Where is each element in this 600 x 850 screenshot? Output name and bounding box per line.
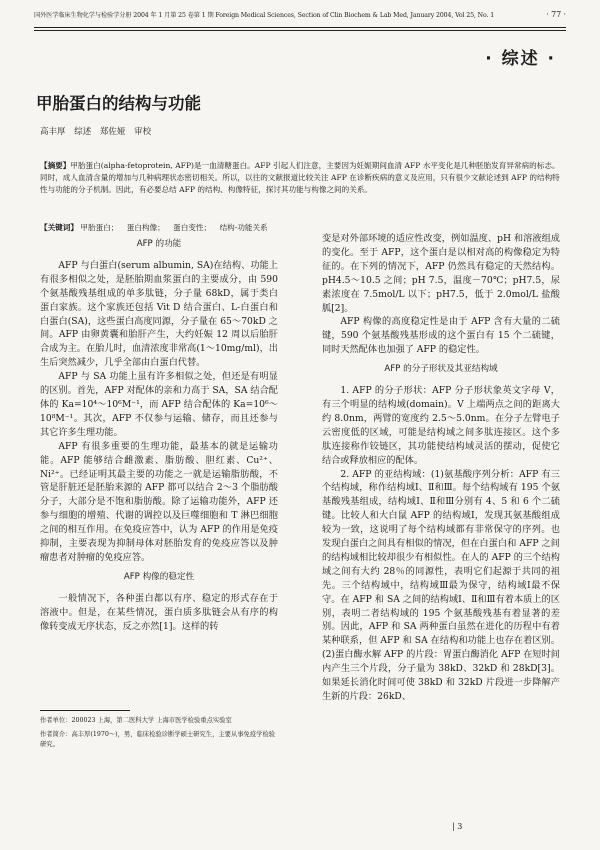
paragraph: 一般情况下，各种蛋白都以有序、稳定的形式存在于溶液中。但是，在某些情况，蛋白质多肽链会从有序的构像转变成无序状态，反之亦然[1]。这样的转 xyxy=(40,592,278,632)
page-number: · 77 · xyxy=(546,10,566,19)
paragraph: AFP 与 SA 功能上虽有许多相似之处，但还是有明显的区别。首先，AFP 对配体的亲和力高于 SA，SA 结合配体的 Ka=10⁴～10⁶M⁻¹，而 AFP 结合配体的 Ka=10⁶～10⁸M⁻¹。其次，AFP 不仅参与运输、储存，而且还参与其它许多生理功能。 xyxy=(40,371,278,438)
header-rule xyxy=(34,27,566,28)
article-title: 甲胎蛋白的结构与功能 xyxy=(36,94,201,113)
keyword-item: 甲胎蛋白； xyxy=(80,223,119,232)
section-tag: · 综述 · xyxy=(485,49,556,69)
abstract xyxy=(40,160,562,196)
paragraph: AFP 构像的高度稳定性是由于 AFP 含有大量的二硫键，590 个氨基酸残基形成的这个蛋白有 15 个二硫键，同时天然配体也加强了 AFP 的稳定性。 xyxy=(322,316,560,356)
keyword-item: 蛋白变性； xyxy=(173,223,212,232)
abstract-label: 【摘要】 xyxy=(40,161,71,170)
paragraph: 1. AFP 的分子形状：AFP 分子形状象英文字母 V，有三个明显的结构域(domain)。V 上端两点之间的距离大约 8.0nm，两臂的宽度约 2.5～5.0nm。在分子左臂电子云密度低的区域，可能是结构域之间多肽连接区。这个多肽连接称作铰链区，其功能使结构域灵活的摆动，促使它结合或释放相应的配体。 xyxy=(322,385,560,466)
section-heading-shape: AFP 的分子形状及其亚结构域 xyxy=(384,364,498,375)
keyword-item: 结构-功能关系 xyxy=(219,223,268,232)
paragraph: AFP 有很多重要的生理功能，最基本的就是运输功能。AFP 能够结合雌激素、脂肪酸、胆红素、Cu²⁺、Ni²⁺。已经证明其最主要的功能之一就是运输脂肪酸，不管是肝脏还是胚胎来源的 AFP 都可以结合 2～3 个脂肪酸分子，大部分是不饱和脂肪酸。除了运输功能外，AFP 还参与细胞的增殖、代谢的调控以及巨噬细胞和 T 淋巴细胞之间的相互作用。在免疫应答中，认为 AFP 的作用是免疫抑制，主要表现为抑制母体对胚胎发育的免疫应答以及肿瘤患者对肿瘤的免疫应答。 xyxy=(40,440,278,563)
footnote-rule xyxy=(40,710,130,711)
section-heading-function: AFP 的功能 xyxy=(136,239,182,249)
author-line: 高丰厚 综述 郑佐娅 审校 xyxy=(40,127,152,137)
running-head-text: 国外医学临床生物化学与检验学分册 2004 年 1 月第 25 卷第 1 期 Foreign Medical Sciences, Section of Clin Biochem & Lab Med, January 2004, Vol 25, No. 1 xyxy=(34,12,495,19)
footnote-affiliation: 作者单位：200023 上海，第二医科大学 上海市医学检验重点实验室 xyxy=(40,717,232,724)
keyword-item: 蛋白构像； xyxy=(126,223,165,232)
paragraph: AFP 与白蛋白(serum albumin, SA)在结构、功能上有很多相似之处，是胚胎期血浆蛋白的主要成分，由 590 个氨基酸残基组成的单多肽链，分子量 68kD，属于类白蛋白家族。这个家族还包括 Vit D 结合蛋白、L-白蛋白和白蛋白(SA)，这些蛋白高度同源，分子量在 65～70kD 之间。AFP 由卵黄囊和胎肝产生，大约妊娠 12 周以后胎肝合成为主。在胎儿时，血清浓度非常高(1～10mg/ml)，出生后突然减少，几乎全部由白蛋白代替。 xyxy=(40,259,278,369)
keywords-label: 【关键词】 xyxy=(40,223,78,232)
header-rule-thin xyxy=(34,30,566,31)
running-header xyxy=(34,10,566,26)
left-column xyxy=(40,232,278,633)
footnote-author-bio: 作者简介：高丰厚(1970～)，男，临床检验诊断学硕士研究生，主要从事免疫学检验研究。 xyxy=(40,731,276,748)
abstract-text: 甲胎蛋白(alpha-fetoprotein, AFP)是一血清糖蛋白。AFP 引起人们注意，主要因为妊娠期间血清 AFP 水平变化是几种胚胎发育异常病的标志。同时，成人血清含量的增加与几种病理状态密切相关。所以，以往的文献报道比较关注 AFP 在诊断疾病的意义及应用，只有很少文献论述到 AFP 的结构特性与功能的分子机制。因此，有必要总结 AFP 的结构、构像特征，探讨其功能与构像之间的关系。 xyxy=(40,161,560,194)
section-heading-stability: AFP 构像的稳定性 xyxy=(123,571,195,582)
paragraph: 变是对外部环境的适应性改变，例如温度、pH 和溶液组成的变化。至于 AFP，这个蛋白是以相对高的构像稳定为特征的。在下列的情况下，AFP 仍然具有稳定的天然结构。pH4.5～10.5 之间；pH 7.5，温度－70℃；pH7.5，尿素浓度在 7.5mol/L 以下；pH7.5，低于 2.0mol/L 盐酸胍[2]。 xyxy=(322,233,560,314)
paragraph: 2. AFP 的亚结构域：(1)氨基酸序列分析：AFP 有三个结构域，称作结构域Ⅰ、Ⅱ和Ⅲ。每个结构域有 195 个氨基酸残基组成，结构域Ⅰ、Ⅱ和Ⅲ分别有 4、5 和 6 个二硫键。比较人和大白鼠 AFP 的结构域Ⅰ，发现其氨基酸组成较为一致，这说明了每个结构域都有非常保守的序列。也发现白蛋白之间具有相似的情况，但在白蛋白和 AFP 之间的结构域相比较却很少有相似性。在人的 AFP 的三个结构域之间有大约 28％的同源性，表明它们起源于共同的祖先。三个结构域中，结构域Ⅲ最为保守，结构域Ⅰ最不保守。在 AFP 和 SA 之间的结构域Ⅰ、Ⅱ和Ⅲ有着本质上的区别，表明二者结构域的 195 个氨基酸残基有着显著的差别。因此，AFP 和 SA 两种蛋白虽然在进化的历程中有着某种联系，但 AFP 和 SA 在结构和功能上也存在着区别。(2)蛋白酶水解 AFP 的片段：胃蛋白酶消化 AFP 在短时间内产生三个片段，分子量为 38kD、32kD 和 28kD[3]。如果延长消化时间可使 38kD 和 32kD 片段进一步降解产生新的片段：26kD、 xyxy=(322,468,560,702)
page-mark: | 3 xyxy=(452,822,463,831)
right-column xyxy=(322,232,560,704)
